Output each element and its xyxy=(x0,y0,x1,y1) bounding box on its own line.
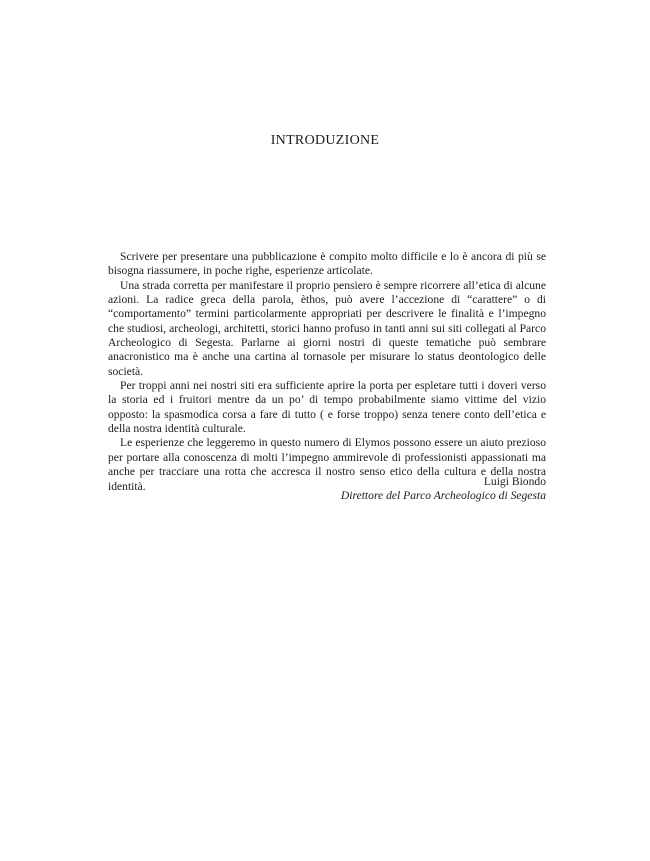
paragraph-1: Scrivere per presentare una pubblicazione è compito molto difficile e lo è ancora di più se bisogna riassumere, in poche righe, esperienze articolate. xyxy=(108,250,546,278)
signature-role: Direttore del Parco Archeologico di Segesta xyxy=(340,489,546,502)
signature-name: Luigi Biondo xyxy=(483,475,546,488)
page-title: INTRODUZIONE xyxy=(270,133,380,148)
body-text xyxy=(108,250,546,494)
paragraph-3: Per troppi anni nei nostri siti era sufficiente aprire la porta per espletare tutti i doveri verso la storia ed i fruitori mentre da un po’ di tempo probabilmente siamo vittime del vizio opposto: la spasmodica corsa a fare di tutto ( e forse troppo) senza tenere conto dell’etica e della nostra identità culturale. xyxy=(108,379,546,436)
paragraph-2: Una strada corretta per manifestare il proprio pensiero è sempre ricorrere all’etica di alcune azioni. La radice greca della parola, èthos, può avere l’accezione di “carattere” o di “comportamento” termini particolarmente appropriati per descrivere le finalità e l’impegno che studiosi, archeologi, architetti, storici hanno profuso in tanti anni sui siti collegati al Parco Archeologico di Segesta. Parlarne ai giorni nostri di queste tematiche può sembrare anacronistico ma è anche una cartina al tornasole per misurare lo status deontologico delle società. xyxy=(108,278,546,378)
paragraph-4: Le esperienze che leggeremo in questo numero di Elymos possono essere un aiuto prezioso per portare alla conoscenza di molti l’impegno ammirevole di professionisti appassionati ma anche per tracciare una rotta che accresca il nostro senso etico della cultura e della nostra identità. xyxy=(108,436,546,493)
